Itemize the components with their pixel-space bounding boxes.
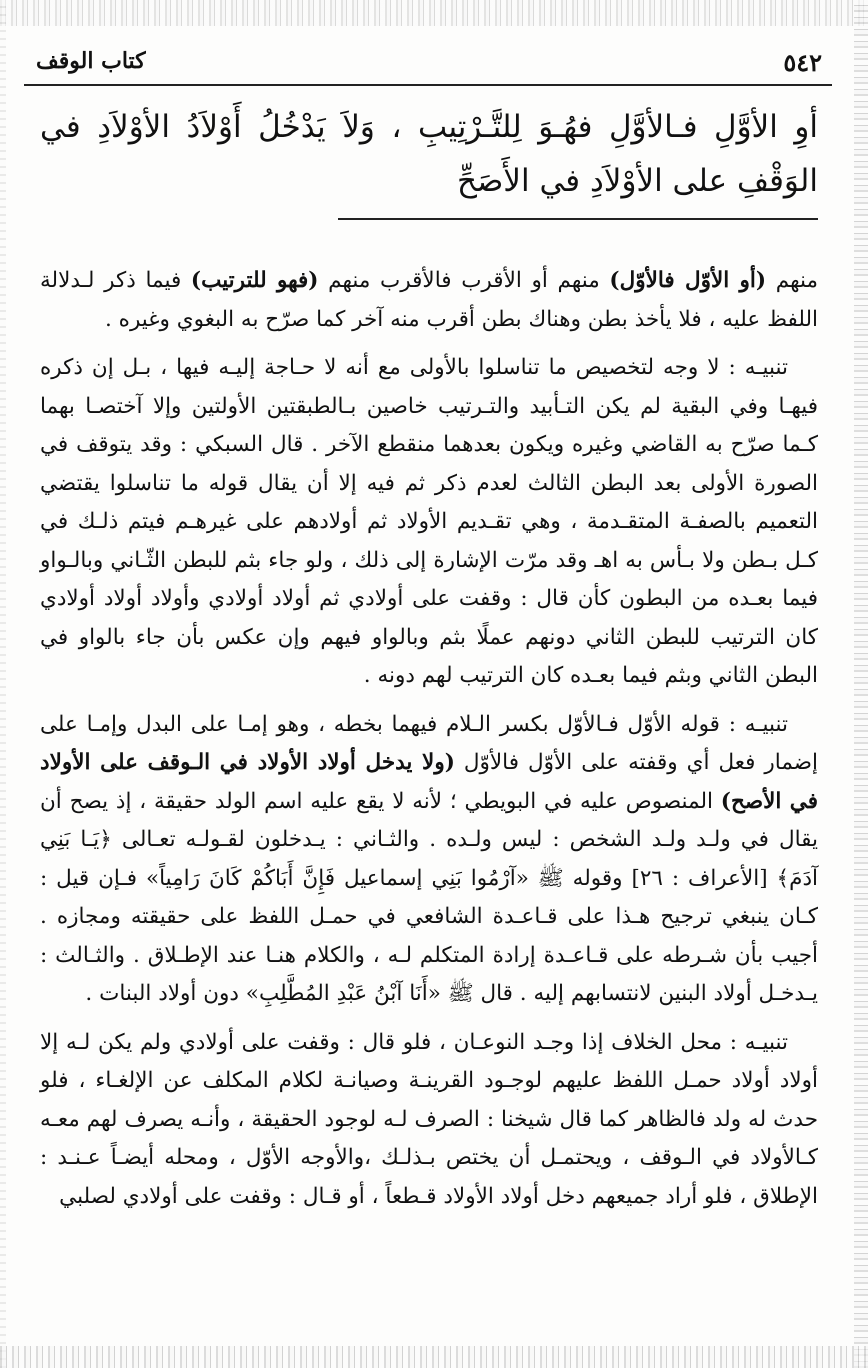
scan-edge-top bbox=[0, 0, 868, 26]
scan-edge-bottom bbox=[0, 1346, 868, 1368]
commentary-paragraph-1: منهم (أو الأوّل فالأوّل) منهم أو الأقرب فالأقرب منهم (فهو للترتيب) فيما ذكر لـدلالة اللفظ عليه ، فلا يأخذ بطن وهناك بطن أقرب منه آخر كما صرّح به البغوي وغيره . bbox=[40, 268, 818, 332]
quoted-matn: (أو الأوّل فالأوّل) bbox=[609, 268, 767, 293]
separator-rule bbox=[338, 218, 818, 220]
book-title: كتاب الوقف bbox=[36, 48, 146, 74]
commentary-paragraph-3: تنبيـه : قوله الأوّل فـالأوّل بكسر الـلام فيهما بخطه ، وهو إمـا على البدل وإمـا على إضمار فعل أي وقفته على الأوّل فالأوّل (ولا يدخل أولاد الأولاد في الـوقف على الأولاد في الأصح) المنصوص عليه في البويطي ؛ لأنه لا يقع عليه اسم الولد حقيقة ، إذ يصح أن يقال في ولـد ولـد الشخص : ليس ولـده . والثـاني : يـدخلون لقـولـه تعـالى ﴿يَـا بَنِي آدَمَ﴾ [الأعراف : ٢٦] وقوله ﷺ «آرْمُوا بَنِي إسماعيل فَإِنَّ أَبَاكُمْ كَانَ رَامِياً» فـإن قيل : كـان ينبغي ترجيح هـذا على قـاعـدة الشافعي في حمـل اللفظ على حقيقته ومجازه . أجيب بأن شـرطه على قـاعـدة إرادة المتكلم لـه ، والكلام هنـا عند الإطـلاق . والثـالث : يـدخـل أولاد البنين لانتسابهم إليه . قال ﷺ «أَنَا آبْنُ عَبْدِ المُطَّلِبِ» دون أولاد البنات . bbox=[40, 711, 819, 1006]
quoted-matn: (ولا يدخل أولاد الأولاد في الـوقف على الأولاد في الأصح) bbox=[40, 750, 819, 814]
commentary-paragraph-2: تنبيـه : لا وجه لتخصيص ما تناسلوا بالأولى مع أنه لا حـاجة إليـه فيها ، بـل إن ذكره فيهـا وفي البقية لم يكن التـأبيد والتـرتيب خاصين بـالطبقتين الأولتين وإلا آختصـا بهما كـما صرّح به القاضي وغيره ويكون بعدهما منقطع الآخر . قال السبكي : وقد يتوقف في الصورة الأولى بعد البطن الثالث لعدم ذكر ثم فيه إلا أن يقال قوله ما تناسلوا يقتضي التعميم بالصفـة المتقـدمة ، وهي تقـديم الأولاد ثم أولادهم على غيرهـم فيتم ذلـك في كـل بـطن ولا بـأس به اهـ وقد مرّت الإشارة إلى ذلك ، ولو جاء بثم للبطن الثّـاني وبالـواو فيما بعـده من البطون كأن قال : وقفت على أولادي ثم أولاد أولادي وأولاد أولاد أولادي كان الترتيب للبطن الثاني دونهم عملًا بثم وبالواو فيهم وإن عكس بأن جاء بالواو في البطن الثاني وبثم فيما بعـده كان الترتيب لهم دونه . bbox=[40, 355, 818, 688]
quoted-matn: (فهو للترتيب) bbox=[190, 268, 319, 293]
scan-edge-left bbox=[0, 0, 6, 1368]
matn-text: أوِ الأوَّلِ فـالأوَّلِ فهُـوَ لِلتَّـرْتِيبِ ، وَلاَ يَدْخُلُ أَوْلاَدُ الأوْلاَدِ في الوَقْفِ على الأوْلاَدِ في الأَصَحِّ bbox=[40, 109, 818, 199]
running-header bbox=[24, 44, 832, 86]
scan-edge-right bbox=[854, 0, 868, 1368]
commentary-paragraph-4: تنبيـه : محل الخلاف إذا وجـد النوعـان ، فلو قال : وقفت على أولادي ولم يكن لـه إلا أولاد أولاد حمـل اللفظ عليهم لوجـود القرينـة وصيانـة لكلام المكلف عن الإلغـاء ، فلو حدث له ولد فالظاهر كما قال شيخنا : الصرف لـه لوجود الحقيقة ، وأنـه يصرف لهم معـه كـالأولاد في الـوقف ، ويحتمـل أن يختص بـذلـك ،والأوجه الأوّل ، ومحله أيضـاً عـنـد : الإطلاق ، فلو أراد جميعهم دخل أولاد الأولاد قـطعاً ، أو قـال : وقفت على أولادي لصلبي bbox=[40, 1029, 818, 1209]
commentary bbox=[40, 262, 818, 1226]
page-number: ٥٤٢ bbox=[783, 48, 822, 77]
